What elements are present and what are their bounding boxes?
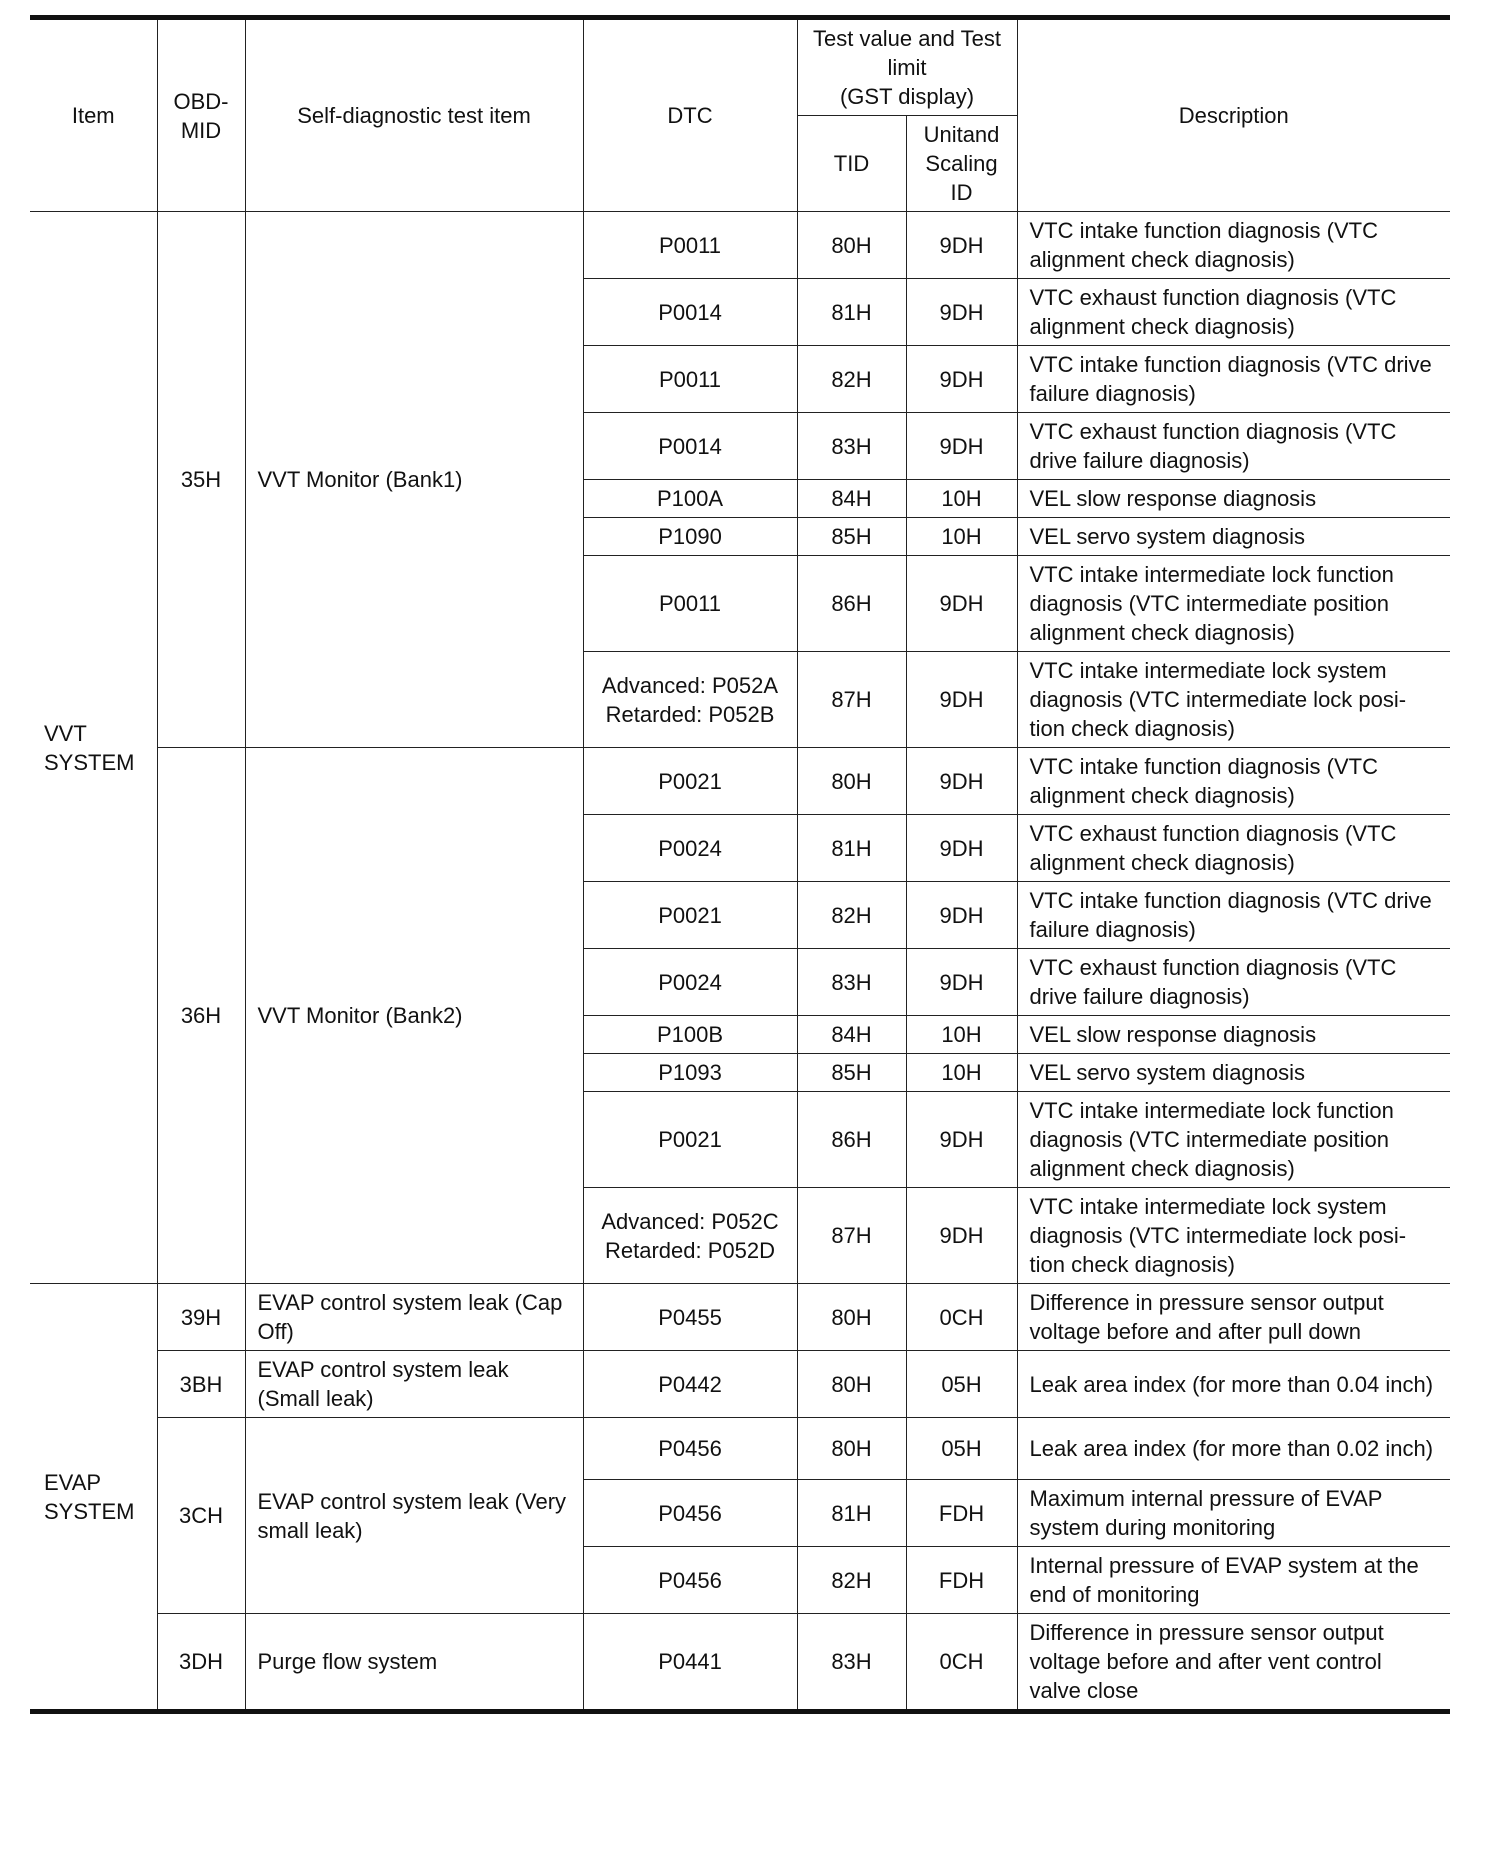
dtc-cell: P0442: [583, 1351, 797, 1418]
tid-cell: 84H: [797, 480, 906, 518]
description-cell: VTC intake intermediate lock function diagnosis (VTC intermediate position alignment check diagnosis): [1017, 556, 1450, 652]
tid-cell: 80H: [797, 748, 906, 815]
obd-mid-cell: 3CH: [157, 1418, 245, 1614]
unit-scaling-cell: 9DH: [906, 748, 1017, 815]
tid-cell: 86H: [797, 1092, 906, 1188]
table-row: [30, 1284, 1450, 1351]
description-cell: Difference in pressure sensor output voltage before and after pull down: [1017, 1284, 1450, 1351]
test-item-cell: EVAP control system leak (Small leak): [245, 1351, 583, 1418]
table-row: [30, 1614, 1450, 1712]
header-test-item: Self-diagnostic test item: [245, 18, 583, 212]
tid-cell: 81H: [797, 279, 906, 346]
tid-cell: 80H: [797, 212, 906, 279]
description-cell: VTC exhaust function diagnosis (VTC alignment check diagnosis): [1017, 815, 1450, 882]
unit-scaling-cell: 9DH: [906, 279, 1017, 346]
tid-cell: 82H: [797, 346, 906, 413]
unit-scaling-cell: 05H: [906, 1418, 1017, 1480]
unit-scaling-cell: 9DH: [906, 346, 1017, 413]
dtc-cell: P0456: [583, 1480, 797, 1547]
header-dtc: DTC: [583, 18, 797, 212]
tid-cell: 80H: [797, 1418, 906, 1480]
description-cell: VTC exhaust function diagnosis (VTC drive failure diagnosis): [1017, 413, 1450, 480]
unit-scaling-cell: 9DH: [906, 413, 1017, 480]
unit-scaling-cell: 10H: [906, 480, 1017, 518]
description-cell: VTC intake function diagnosis (VTC alignment check diagnosis): [1017, 748, 1450, 815]
obd-mid-cell: 36H: [157, 748, 245, 1284]
dtc-cell: P100A: [583, 480, 797, 518]
description-cell: VEL servo system diagnosis: [1017, 1054, 1450, 1092]
dtc-cell: P0021: [583, 748, 797, 815]
unit-scaling-cell: 0CH: [906, 1284, 1017, 1351]
unit-scaling-cell: 9DH: [906, 652, 1017, 748]
test-item-cell: EVAP control system leak (Cap Off): [245, 1284, 583, 1351]
table-row: [30, 748, 1450, 815]
table-header: [30, 18, 1450, 212]
test-item-cell: Purge flow system: [245, 1614, 583, 1712]
obd-mid-cell: 39H: [157, 1284, 245, 1351]
dtc-cell: P1093: [583, 1054, 797, 1092]
dtc-cell: P0011: [583, 556, 797, 652]
obd-mid-cell: 3BH: [157, 1351, 245, 1418]
unit-scaling-cell: 9DH: [906, 212, 1017, 279]
dtc-cell: P0021: [583, 882, 797, 949]
test-item-cell: VVT Monitor (Bank2): [245, 748, 583, 1284]
obd-mid-cell: 35H: [157, 212, 245, 748]
tid-cell: 87H: [797, 1188, 906, 1284]
dtc-cell: P0024: [583, 949, 797, 1016]
tid-cell: 81H: [797, 815, 906, 882]
dtc-cell: P0455: [583, 1284, 797, 1351]
obd-mid-cell: 3DH: [157, 1614, 245, 1712]
header-tid: TID: [797, 116, 906, 212]
tid-cell: 83H: [797, 413, 906, 480]
description-cell: VEL slow response diagnosis: [1017, 480, 1450, 518]
dtc-cell: Advanced: P052C Retarded: P052D: [583, 1188, 797, 1284]
dtc-cell: Advanced: P052A Retarded: P052B: [583, 652, 797, 748]
dtc-cell: P0024: [583, 815, 797, 882]
description-cell: Internal pressure of EVAP system at the end of monitoring: [1017, 1547, 1450, 1614]
dtc-cell: P0441: [583, 1614, 797, 1712]
unit-scaling-cell: 10H: [906, 1016, 1017, 1054]
description-cell: VTC intake function diagnosis (VTC drive failure diagnosis): [1017, 882, 1450, 949]
dtc-cell: P0011: [583, 212, 797, 279]
table-row: [30, 1351, 1450, 1418]
test-item-cell: VVT Monitor (Bank1): [245, 212, 583, 748]
unit-scaling-cell: 10H: [906, 518, 1017, 556]
description-cell: VTC intake function diagnosis (VTC drive failure diagnosis): [1017, 346, 1450, 413]
dtc-cell: P0021: [583, 1092, 797, 1188]
header-description: Description: [1017, 18, 1450, 212]
header-item: Item: [30, 18, 157, 212]
table-row: [30, 212, 1450, 279]
item-cell: VVT SYSTEM: [30, 212, 157, 1284]
tid-cell: 81H: [797, 1480, 906, 1547]
tid-cell: 85H: [797, 1054, 906, 1092]
description-cell: Leak area index (for more than 0.04 inch): [1017, 1351, 1450, 1418]
unit-scaling-cell: 9DH: [906, 949, 1017, 1016]
tid-cell: 82H: [797, 1547, 906, 1614]
description-cell: VTC intake function diagnosis (VTC alignment check diagnosis): [1017, 212, 1450, 279]
unit-scaling-cell: FDH: [906, 1547, 1017, 1614]
dtc-cell: P1090: [583, 518, 797, 556]
header-test-value-group: Test value and Test limit (GST display): [797, 18, 1017, 116]
unit-scaling-cell: 9DH: [906, 556, 1017, 652]
description-cell: Difference in pressure sensor output voltage before and after vent control valve close: [1017, 1614, 1450, 1712]
unit-scaling-cell: 9DH: [906, 882, 1017, 949]
description-cell: VTC exhaust function diagnosis (VTC drive failure diagnosis): [1017, 949, 1450, 1016]
description-cell: VEL servo system diagnosis: [1017, 518, 1450, 556]
obd-mid-table: [30, 15, 1450, 1714]
tid-cell: 83H: [797, 949, 906, 1016]
dtc-cell: P0456: [583, 1418, 797, 1480]
unit-scaling-cell: 9DH: [906, 1092, 1017, 1188]
unit-scaling-cell: FDH: [906, 1480, 1017, 1547]
dtc-cell: P0014: [583, 413, 797, 480]
description-cell: VEL slow response diagnosis: [1017, 1016, 1450, 1054]
tid-cell: 82H: [797, 882, 906, 949]
header-unit-scaling: Unitand Scaling ID: [906, 116, 1017, 212]
dtc-cell: P0011: [583, 346, 797, 413]
description-cell: VTC intake intermediate lock function diagnosis (VTC intermediate position alignment check diagnosis): [1017, 1092, 1450, 1188]
tid-cell: 85H: [797, 518, 906, 556]
description-cell: VTC exhaust function diagnosis (VTC alignment check diagnosis): [1017, 279, 1450, 346]
tid-cell: 80H: [797, 1284, 906, 1351]
unit-scaling-cell: 05H: [906, 1351, 1017, 1418]
description-cell: VTC intake intermediate lock system diagnosis (VTC intermediate lock posi-tion check diagnosis): [1017, 1188, 1450, 1284]
tid-cell: 84H: [797, 1016, 906, 1054]
unit-scaling-cell: 9DH: [906, 1188, 1017, 1284]
unit-scaling-cell: 0CH: [906, 1614, 1017, 1712]
header-obd-mid: OBD- MID: [157, 18, 245, 212]
table-body: [30, 212, 1450, 1712]
test-item-cell: EVAP control system leak (Very small leak): [245, 1418, 583, 1614]
unit-scaling-cell: 10H: [906, 1054, 1017, 1092]
tid-cell: 86H: [797, 556, 906, 652]
dtc-cell: P100B: [583, 1016, 797, 1054]
tid-cell: 87H: [797, 652, 906, 748]
unit-scaling-cell: 9DH: [906, 815, 1017, 882]
tid-cell: 83H: [797, 1614, 906, 1712]
table-row: [30, 1418, 1450, 1480]
description-cell: VTC intake intermediate lock system diagnosis (VTC intermediate lock posi-tion check diagnosis): [1017, 652, 1450, 748]
page: [30, 0, 1450, 1714]
dtc-cell: P0456: [583, 1547, 797, 1614]
dtc-cell: P0014: [583, 279, 797, 346]
item-cell: EVAP SYSTEM: [30, 1284, 157, 1712]
description-cell: Maximum internal pressure of EVAP system during monitoring: [1017, 1480, 1450, 1547]
tid-cell: 80H: [797, 1351, 906, 1418]
description-cell: Leak area index (for more than 0.02 inch): [1017, 1418, 1450, 1480]
